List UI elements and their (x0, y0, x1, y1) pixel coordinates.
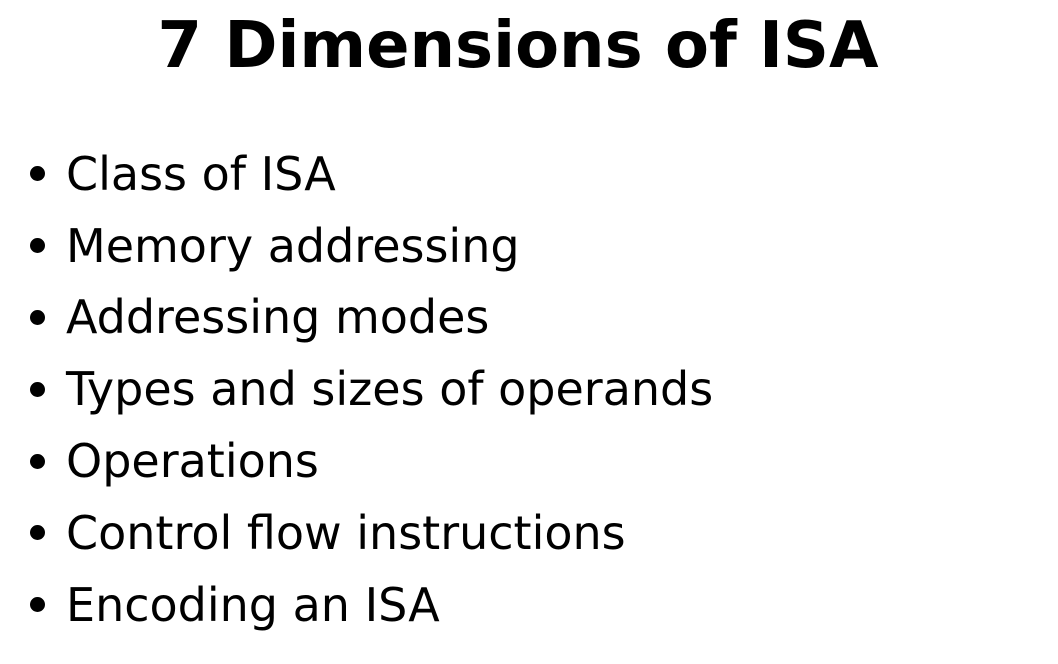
list-item (28, 569, 713, 641)
bullet-text: Types and sizes of operands (66, 362, 714, 417)
list-item (28, 425, 713, 497)
bullet-icon (30, 166, 45, 181)
bullet-text: Addressing modes (66, 290, 490, 345)
bullet-icon (30, 382, 45, 397)
list-item (28, 497, 713, 569)
bullet-icon (30, 310, 45, 325)
bullet-icon (30, 525, 45, 540)
bullet-icon (30, 238, 45, 253)
list-item (28, 282, 713, 354)
list-item (28, 353, 713, 425)
list-item (28, 210, 713, 282)
bullet-text: Encoding an ISA (66, 577, 440, 632)
bullet-list (28, 138, 713, 641)
bullet-icon (30, 597, 45, 612)
bullet-text: Operations (66, 434, 319, 489)
bullet-text: Control flow instructions (66, 505, 626, 560)
bullet-icon (30, 454, 45, 469)
slide-title: 7 Dimensions of ISA (157, 9, 879, 83)
bullet-text: Memory addressing (66, 218, 520, 273)
bullet-text: Class of ISA (66, 146, 336, 201)
list-item (28, 138, 713, 210)
